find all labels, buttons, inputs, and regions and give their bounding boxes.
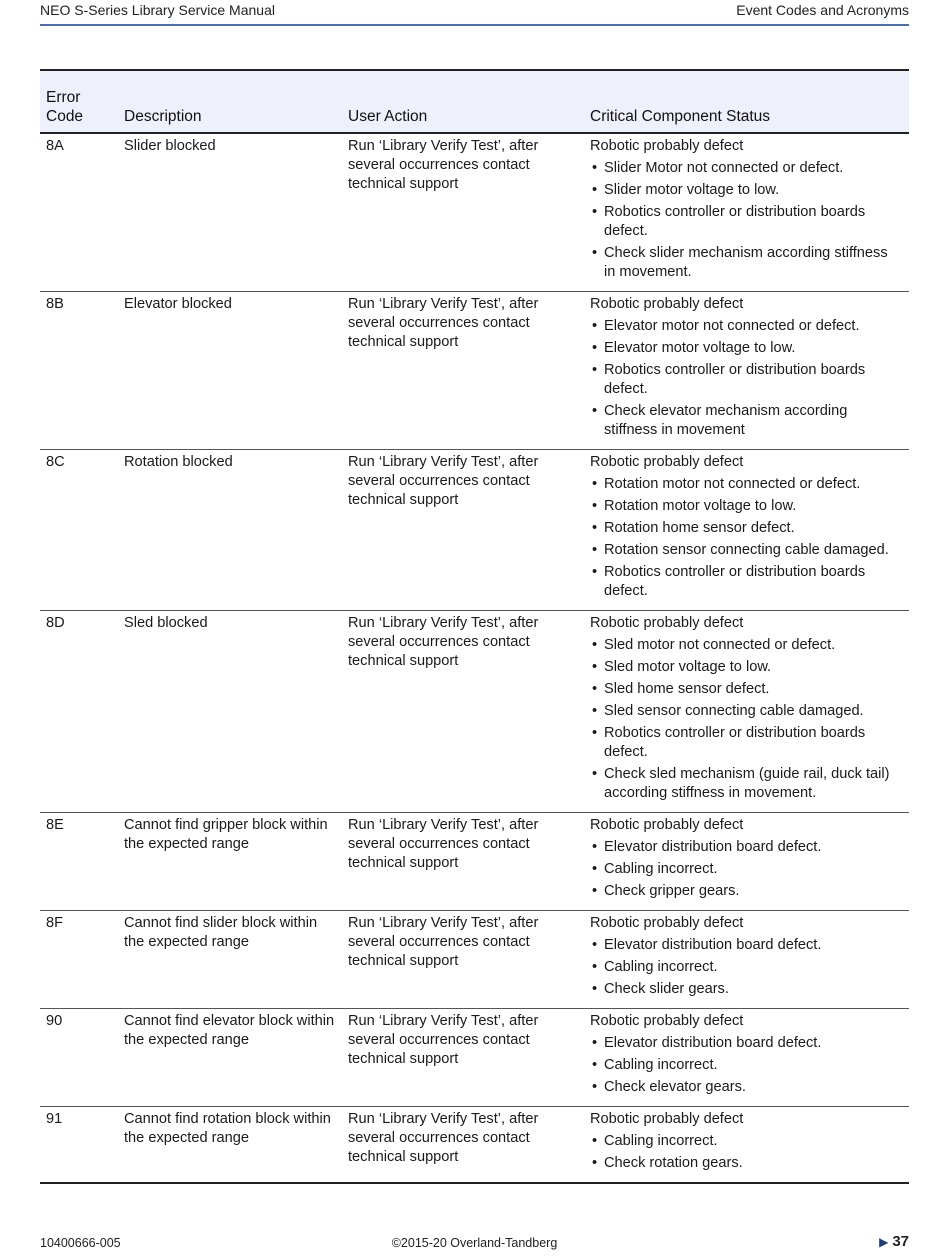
status-bullet: • Robotics controller or distribution boards defect. <box>590 724 903 762</box>
description-cell: Slider blocked <box>118 133 342 292</box>
status-title: Robotic probably defect <box>590 296 744 312</box>
error-code-cell: 8F <box>40 911 118 1009</box>
status-bullet: • Elevator distribution board defect. <box>590 1034 903 1053</box>
page-number: 37 <box>892 1233 909 1250</box>
user-action-cell: Run ‘Library Verify Test’, after several occurrences contact technical support <box>342 133 584 292</box>
status-bullet-list <box>590 159 903 282</box>
status-bullet: • Sled sensor connecting cable damaged. <box>590 702 903 721</box>
page-footer <box>40 1233 909 1253</box>
status-bullet: • Check slider gears. <box>590 980 903 999</box>
status-title: Robotic probably defect <box>590 615 744 631</box>
user-action-cell: Run ‘Library Verify Test’, after several occurrences contact technical support <box>342 1107 584 1184</box>
user-action-cell: Run ‘Library Verify Test’, after several occurrences contact technical support <box>342 1009 584 1107</box>
status-bullet: • Elevator motor voltage to low. <box>590 339 903 358</box>
table-row <box>40 1009 909 1107</box>
error-code-cell: 8C <box>40 450 118 611</box>
description-cell: Cannot find gripper block within the expected range <box>118 813 342 911</box>
status-bullet: • Check elevator mechanism according stiffness in movement <box>590 402 903 440</box>
col-header-status: Critical Component Status <box>584 70 909 133</box>
description-cell: Elevator blocked <box>118 292 342 450</box>
page-marker-icon: ▶ <box>879 1235 889 1249</box>
status-bullet-list <box>590 636 903 803</box>
page-number-block <box>879 1233 909 1250</box>
status-bullet: • Cabling incorrect. <box>590 958 903 977</box>
table-row <box>40 813 909 911</box>
user-action-cell: Run ‘Library Verify Test’, after several occurrences contact technical support <box>342 911 584 1009</box>
status-bullet: • Check gripper gears. <box>590 882 903 901</box>
status-cell <box>584 1009 909 1107</box>
status-bullet: • Sled home sensor defect. <box>590 680 903 699</box>
col-header-user-action: User Action <box>342 70 584 133</box>
col-header-error-code: Error Code <box>40 70 118 133</box>
status-bullet-list <box>590 317 903 440</box>
table-header-row <box>40 70 909 133</box>
status-cell <box>584 611 909 813</box>
status-cell <box>584 133 909 292</box>
status-title: Robotic probably defect <box>590 1013 744 1029</box>
user-action-cell: Run ‘Library Verify Test’, after several occurrences contact technical support <box>342 450 584 611</box>
status-bullet: • Elevator distribution board defect. <box>590 936 903 955</box>
error-code-cell: 90 <box>40 1009 118 1107</box>
description-cell: Cannot find rotation block within the expected range <box>118 1107 342 1184</box>
status-bullet: • Slider motor voltage to low. <box>590 181 903 200</box>
status-bullet-list <box>590 838 903 901</box>
table-row <box>40 911 909 1009</box>
status-bullet: • Cabling incorrect. <box>590 1132 903 1151</box>
status-cell <box>584 813 909 911</box>
status-bullet-list <box>590 936 903 999</box>
status-bullet: • Check slider mechanism according stiffness in movement. <box>590 244 903 282</box>
status-cell <box>584 292 909 450</box>
status-bullet: • Rotation sensor connecting cable damaged. <box>590 541 903 560</box>
status-title: Robotic probably defect <box>590 138 744 154</box>
error-code-cell: 8B <box>40 292 118 450</box>
status-bullet: • Elevator distribution board defect. <box>590 838 903 857</box>
status-bullet-list <box>590 1034 903 1097</box>
table-row <box>40 1107 909 1184</box>
description-cell: Sled blocked <box>118 611 342 813</box>
status-bullet: • Rotation motor not connected or defect. <box>590 475 903 494</box>
doc-number: 10400666-005 <box>40 1236 121 1250</box>
status-title: Robotic probably defect <box>590 1111 744 1127</box>
table-row <box>40 133 909 292</box>
status-bullet: • Sled motor not connected or defect. <box>590 636 903 655</box>
error-code-cell: 8D <box>40 611 118 813</box>
table-row <box>40 611 909 813</box>
status-bullet: • Slider Motor not connected or defect. <box>590 159 903 178</box>
user-action-cell: Run ‘Library Verify Test’, after several occurrences contact technical support <box>342 611 584 813</box>
description-cell: Cannot find slider block within the expected range <box>118 911 342 1009</box>
status-title: Robotic probably defect <box>590 817 744 833</box>
user-action-cell: Run ‘Library Verify Test’, after several occurrences contact technical support <box>342 813 584 911</box>
status-bullet: • Sled motor voltage to low. <box>590 658 903 677</box>
status-bullet: • Rotation motor voltage to low. <box>590 497 903 516</box>
error-code-cell: 91 <box>40 1107 118 1184</box>
status-bullet: • Robotics controller or distribution boards defect. <box>590 563 903 601</box>
status-bullet: • Rotation home sensor defect. <box>590 519 903 538</box>
section-title: Event Codes and Acronyms <box>736 2 909 18</box>
error-code-cell: 8E <box>40 813 118 911</box>
page-header <box>40 0 909 26</box>
status-bullet: • Cabling incorrect. <box>590 860 903 879</box>
status-bullet: • Cabling incorrect. <box>590 1056 903 1075</box>
user-action-cell: Run ‘Library Verify Test’, after several occurrences contact technical support <box>342 292 584 450</box>
status-cell <box>584 450 909 611</box>
status-bullet-list <box>590 475 903 601</box>
event-codes-table <box>40 69 909 1184</box>
description-cell: Rotation blocked <box>118 450 342 611</box>
status-bullet: • Check rotation gears. <box>590 1154 903 1173</box>
col-header-description: Description <box>118 70 342 133</box>
status-bullet: • Check elevator gears. <box>590 1078 903 1097</box>
status-bullet: • Robotics controller or distribution boards defect. <box>590 203 903 241</box>
manual-title: NEO S-Series Library Service Manual <box>40 2 275 18</box>
description-cell: Cannot find elevator block within the expected range <box>118 1009 342 1107</box>
status-cell <box>584 911 909 1009</box>
error-code-cell: 8A <box>40 133 118 292</box>
status-title: Robotic probably defect <box>590 454 744 470</box>
status-bullet: • Check sled mechanism (guide rail, duck tail) according stiffness in movement. <box>590 765 903 803</box>
status-bullet-list <box>590 1132 903 1173</box>
status-bullet: • Elevator motor not connected or defect. <box>590 317 903 336</box>
table-row <box>40 450 909 611</box>
status-cell <box>584 1107 909 1184</box>
status-title: Robotic probably defect <box>590 915 744 931</box>
status-bullet: • Robotics controller or distribution boards defect. <box>590 361 903 399</box>
table-row <box>40 292 909 450</box>
copyright: ©2015-20 Overland-Tandberg <box>391 1236 558 1250</box>
